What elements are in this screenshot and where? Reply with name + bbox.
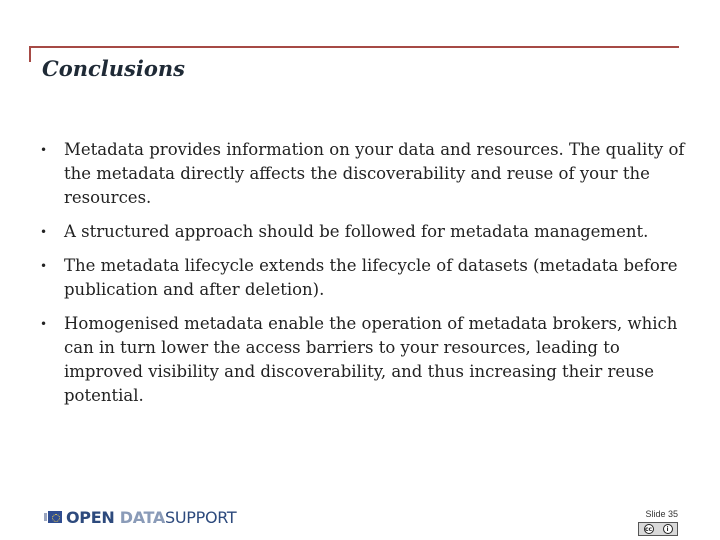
bullet-item-1 [40,138,690,210]
logo-text [66,508,236,527]
open-data-support-logo [44,505,236,529]
slide-title: Conclusions [42,56,185,81]
title-rule-tick [29,46,31,62]
bullet-item-3 [40,254,690,302]
logo-data: DATA [119,507,166,527]
bullet-text: A structured approach should be followed for metadata management. [64,222,649,241]
eu-flag-icon [44,511,62,523]
bullet-icon: • [40,317,48,331]
bullet-text: Homogenised metadata enable the operation of metadata brokers, which can in turn lower the access barriers to your resources, leading to improved visibility and discoverability, and thus increasing their reuse potential. [64,314,678,405]
cc-icon: cc [644,526,653,533]
cc-by-icon [638,522,678,536]
bullet-item-4 [40,312,690,408]
logo-open: OPEN [66,507,120,527]
bullet-text: Metadata provides information on your data and resources. The quality of the metadata directly affects the discoverability and reuse of your the resources. [64,140,685,207]
slide-number: Slide 35 [645,509,678,519]
bullet-item-2 [40,220,690,244]
bullet-icon: • [40,143,48,157]
title-rule [29,46,679,48]
logo-support: SUPPORT [165,507,237,527]
bullet-icon: • [40,259,48,273]
bullet-text: The metadata lifecycle extends the lifecycle of datasets (metadata before publication and after deletion). [64,256,678,299]
bullet-list [40,138,690,418]
bullet-icon: • [40,225,48,239]
by-icon: i [663,524,673,534]
